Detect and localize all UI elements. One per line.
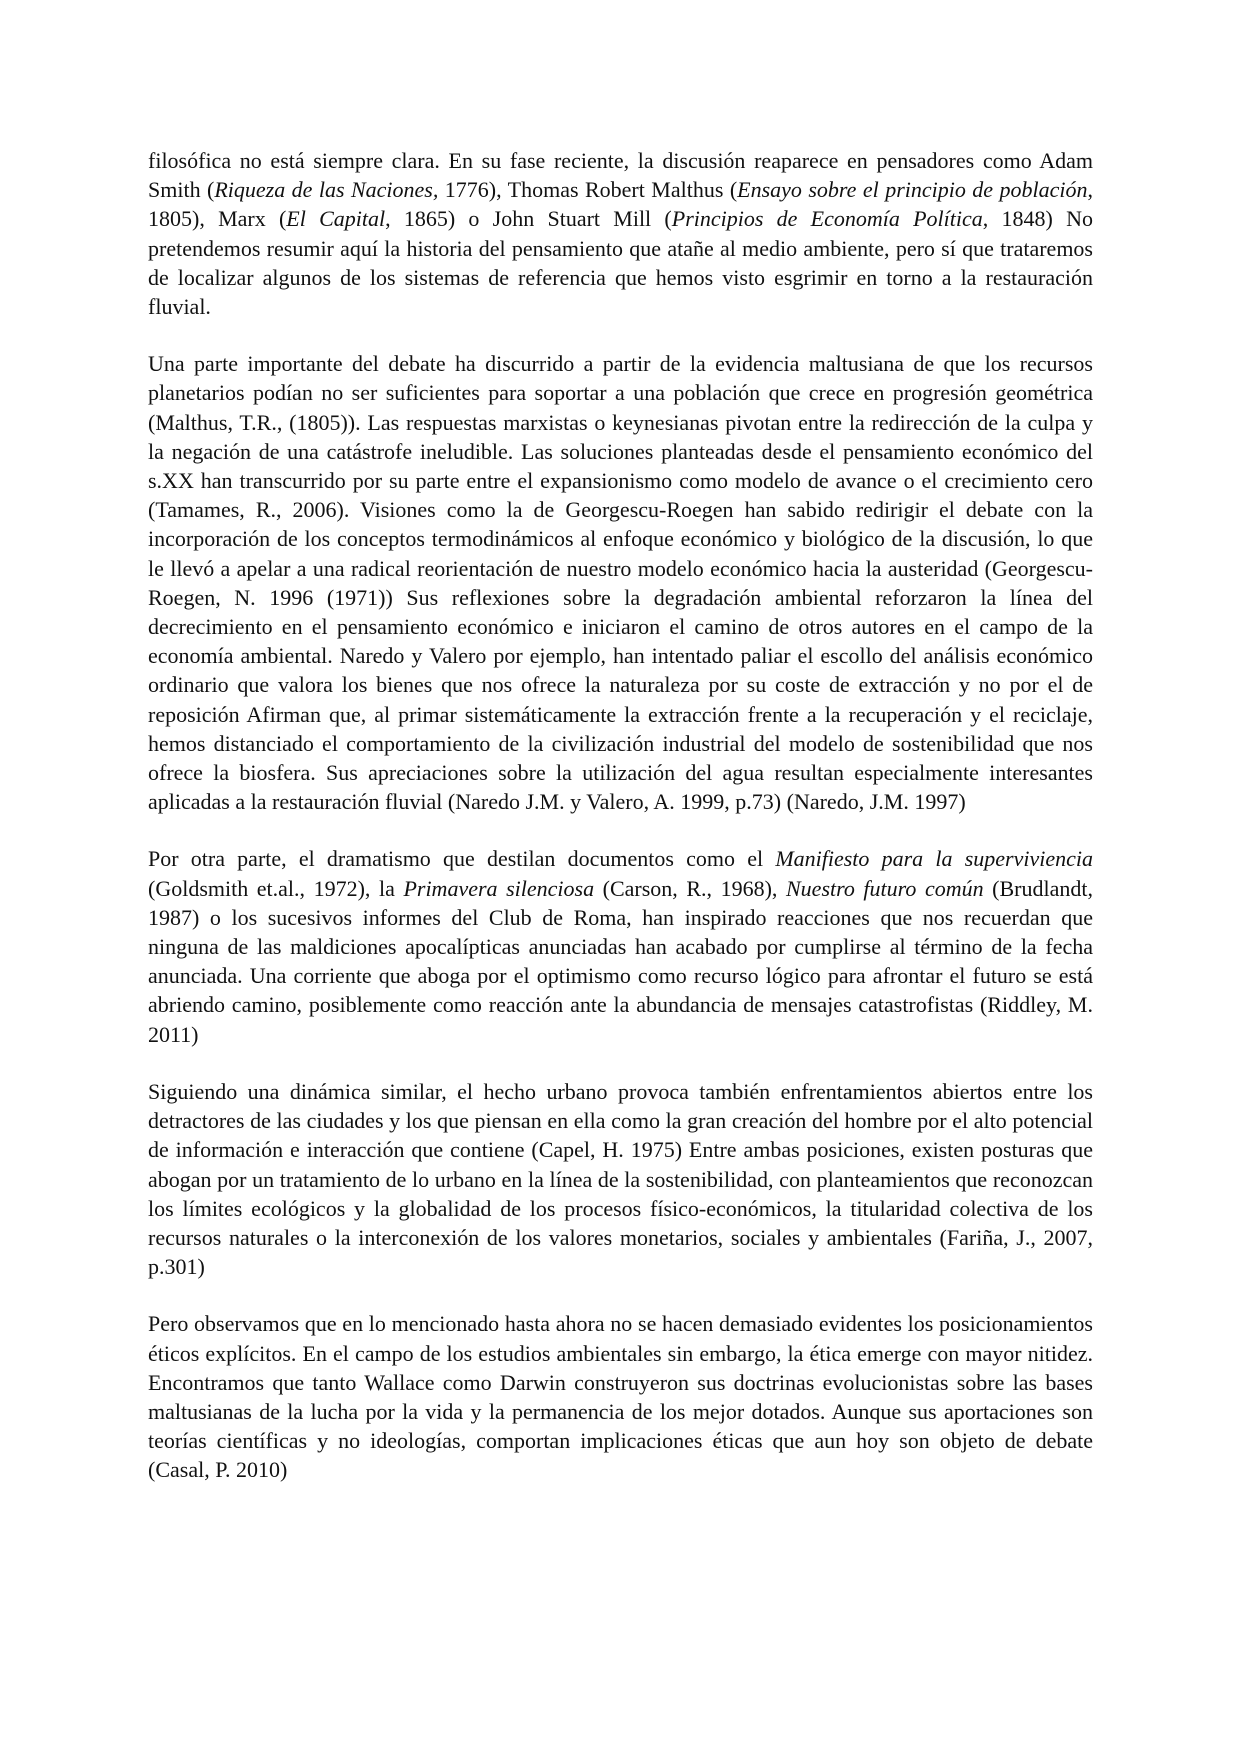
paragraph-2 xyxy=(148,349,1093,816)
body-text: (Carson, R., 1968), xyxy=(594,875,786,901)
paragraph-5 xyxy=(148,1309,1093,1484)
body-text: Una parte importante del debate ha discurrido a partir de la evidencia maltusiana de que los recursos planetarios podían no ser suficientes para soportar a una población que crece en progresión geométrica (Malthus, T.R., (1805)). Las respuestas marxistas o keynesianas pivotan entre la redirección de la culpa y la negación de una catástrofe ineludible. Las soluciones planteadas desde el pensamiento económico del s.XX han transcurrido por su parte entre el expansionismo como modelo de avance o el crecimiento cero (Tamames, R., 2006). Visiones como la de Georgescu-Roegen han sabido redirigir el debate con la incorporación de los conceptos termodinámicos al enfoque económico y biológico de la discusión, lo que le llevó a apelar a una radical reorientación de nuestro modelo económico hacia la austeridad (Georgescu-Roegen, N. 1996 (1971)) Sus reflexiones sobre la degradación ambiental reforzaron la línea del decrecimiento en el pensamiento económico e iniciaron el camino de otros autores en el campo de la economía ambiental. Naredo y Valero por ejemplo, han intentado paliar el escollo del análisis económico ordinario que valora los bienes que nos ofrece la naturaleza por su coste de extracción y no por el de reposición Afirman que, al primar sistemáticamente la extracción frente a la recuperación y el reciclaje, hemos distanciado el comportamiento de la civilización industrial del modelo de sostenibilidad que nos ofrece la biosfera. Sus apreciaciones sobre la utilización del agua resultan especialmente interesantes aplicadas a la restauración fluvial (Naredo J.M. y Valero, A. 1999, p.73) (Naredo, J.M. 1997) xyxy=(148,351,1093,815)
document-page xyxy=(148,146,1093,1513)
body-text: Siguiendo una dinámica similar, el hecho urbano provoca también enfrentamientos abiertos entre los detractores de las ciudades y los que piensan en ella como la gran creación del hombre por el alto potencial de información e interacción que contiene (Capel, H. 1975) Entre ambas posiciones, existen posturas que abogan por un tratamiento de lo urbano en la línea de la sostenibilidad, con planteamientos que reconozcan los límites ecológicos y la globalidad de los procesos físico-económicos, la titularidad colectiva de los recursos naturales o la interconexión de los valores monetarios, sociales y ambientales (Fariña, J., 2007, p.301) xyxy=(148,1078,1093,1280)
paragraph-4 xyxy=(148,1077,1093,1281)
italic-title-text: El Capital xyxy=(286,206,386,232)
italic-title-text: Manifiesto para la superviviencia xyxy=(775,846,1093,872)
body-text: , 1865) o John Stuart Mill ( xyxy=(385,206,672,232)
body-text: filosófica no está siempre clara. En su fase reciente, la discusión reaparece en pensadores como Adam Smith ( xyxy=(148,148,1093,203)
italic-title-text: Ensayo sobre el principio de población xyxy=(737,177,1088,203)
body-text: 1776), Thomas Robert Malthus ( xyxy=(438,177,738,203)
body-text: (Goldsmith et.al., 1972), la xyxy=(148,875,404,901)
body-text: , 1805), Marx ( xyxy=(148,177,1093,232)
italic-title-text: Riqueza de las Naciones, xyxy=(214,177,439,203)
italic-title-text: Principios de Economía Política xyxy=(671,206,983,232)
italic-title-text: Nuestro futuro común xyxy=(786,875,984,901)
body-text: Por otra parte, el dramatismo que destilan documentos como el xyxy=(148,846,776,872)
body-text: (Brudlandt, 1987) o los sucesivos informes del Club de Roma, han inspirado reacciones que nos recuerdan que ninguna de las maldiciones apocalípticas anunciadas han acabado por cumplirse al término de la fecha anunciada. Una corriente que aboga por el optimismo como recurso lógico para afrontar el futuro se está abriendo camino, posiblemente como reacción ante la abundancia de mensajes catastrofistas (Riddley, M. 2011) xyxy=(148,875,1093,1047)
body-text: Pero observamos que en lo mencionado hasta ahora no se hacen demasiado evidentes los posicionamientos éticos explícitos. En el campo de los estudios ambientales sin embargo, la ética emerge con mayor nitidez. Encontramos que tanto Wallace como Darwin construyeron sus doctrinas evolucionistas sobre las bases maltusianas de la lucha por la vida y la permanencia de los mejor dotados. Aunque sus aportaciones son teorías científicas y no ideologías, comportan implicaciones éticas que aun hoy son objeto de debate (Casal, P. 2010) xyxy=(148,1311,1093,1483)
paragraph-3 xyxy=(148,844,1093,1048)
italic-title-text: Primavera silenciosa xyxy=(403,875,595,901)
paragraph-1 xyxy=(148,146,1093,321)
body-text: , 1848) No pretendemos resumir aquí la historia del pensamiento que atañe al medio ambiente, pero sí que trataremos de localizar algunos de los sistemas de referencia que hemos visto esgrimir en torno a la restauración fluvial. xyxy=(148,206,1093,320)
